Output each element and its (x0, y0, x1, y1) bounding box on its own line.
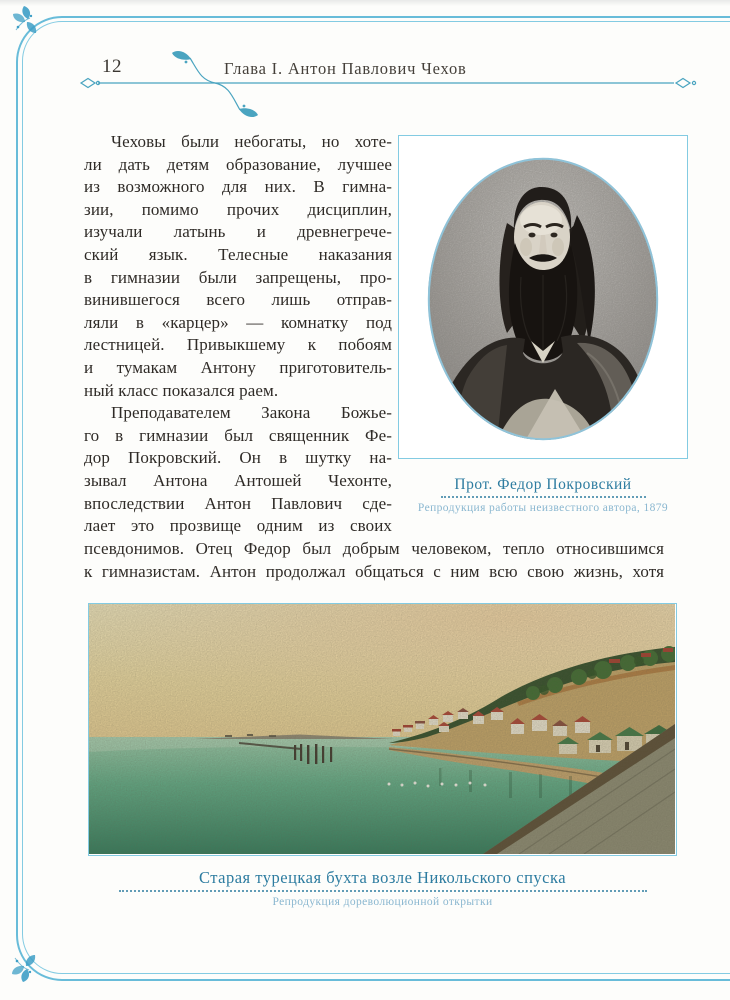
header-flourish-icon (190, 58, 240, 110)
body-line: Преподавателем Закона Божье- (111, 403, 392, 423)
portrait-figure (398, 135, 688, 459)
page-number: 12 (102, 56, 122, 77)
chapter-title: Глава I. Антон Павлович Чехов (224, 59, 467, 78)
caption-dotted-divider (441, 496, 646, 498)
postcard-photo (89, 604, 675, 854)
body-line: впоследствии Антон Павлович сде- (84, 493, 392, 513)
postcard-subcaption: Репродукция дореволюционной открытки (272, 896, 493, 908)
body-line: зывал Антона Антошей Чехонте, (84, 470, 392, 490)
portrait-caption: Прот. Федор Покровский (454, 476, 632, 493)
body-line: из возможного для них. В гимна- (84, 177, 392, 197)
body-line: в гимназии были запрещены, про- (84, 267, 392, 287)
body-line: винившегося всего лишь отправ- (84, 290, 392, 310)
body-line: изучали латынь и древнегрече- (84, 222, 392, 242)
body-line: лестницей. Привыкшему к побоям (84, 335, 392, 355)
body-line: лает это прозвище одним из своих (84, 516, 392, 536)
floral-ornament-icon (4, 2, 44, 42)
postcard-caption: Старая турецкая бухта возле Никольского спуска (198, 868, 567, 887)
body-line: ли дать детям образование, лучшее (84, 154, 392, 174)
body-line: Чеховы были небогаты, но хоте- (111, 132, 392, 151)
caption-dotted-divider (119, 890, 647, 892)
body-line: го в гимназии был священник Фе- (84, 425, 392, 445)
body-line: зии, помимо прочих дисциплин, (84, 199, 392, 219)
body-text-fullwidth (84, 538, 664, 583)
body-line: ский язык. Телесные наказания (84, 244, 392, 264)
body-text-column (84, 131, 392, 538)
floral-ornament-icon (3, 946, 43, 986)
body-line: и тумакам Антону приготовитель- (84, 357, 392, 377)
body-line: дор Покровский. Он в шутку на- (84, 448, 392, 468)
body-line: псевдонимов. Отец Федор был добрым человеком, тепло относившимся (84, 539, 664, 558)
postcard-figure (88, 603, 677, 856)
portrait-caption-block (398, 476, 688, 514)
body-line: ный класс показался раем. (84, 380, 279, 400)
body-line: ляли в «карцер» — комнатку под (84, 312, 392, 332)
header-rule (78, 50, 702, 122)
body-line: к гимназистам. Антон продолжал общаться с ним всю свою жизнь, хотя (84, 561, 664, 581)
portrait-photo (427, 157, 659, 441)
postcard-caption-block (88, 868, 677, 908)
portrait-subcaption: Репродукция работы неизвестного автора, 1879 (417, 502, 669, 514)
